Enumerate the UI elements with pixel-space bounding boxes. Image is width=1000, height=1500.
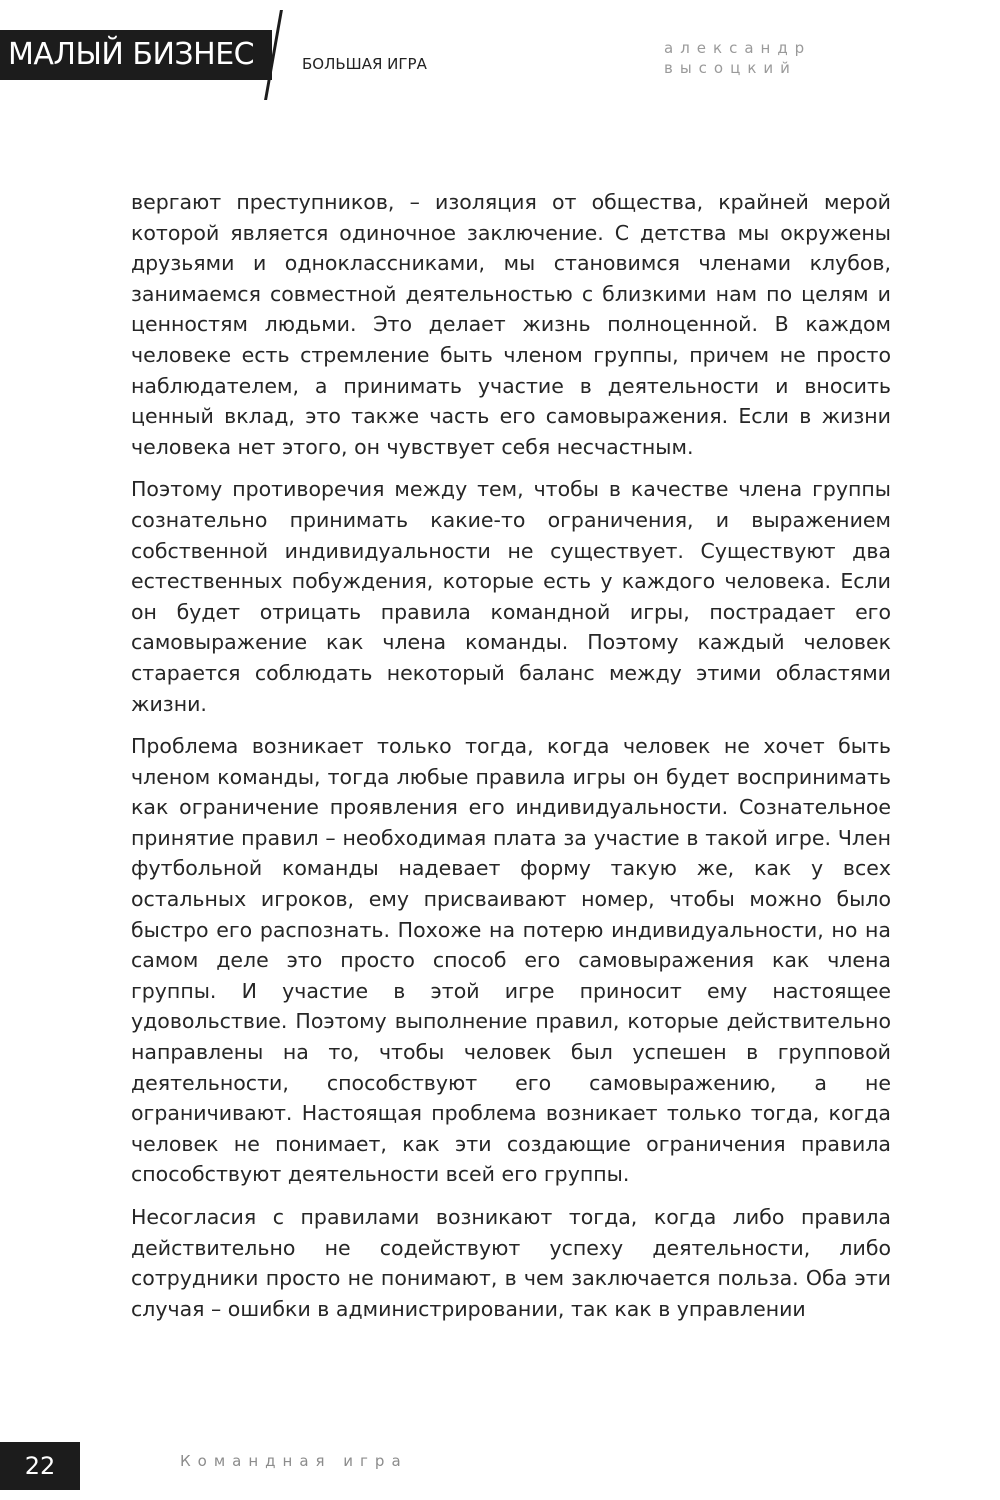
book-series-title: МАЛЫЙ БИЗНЕС <box>0 30 272 80</box>
book-subtitle: БОЛЬШАЯ ИГРА <box>302 55 427 73</box>
paragraph: Несогласия с правилами возникают тогда, когда либо правила действительно не содействуют успеху деятельности, либо сотрудники просто не понимают, в чем заключается польза. Оба эти случая – ошибки в администрировании, так как в управлении <box>131 1205 891 1321</box>
paragraph: Поэтому противоречия между тем, чтобы в качестве члена группы сознательно принимать какие-то ограничения, и выражением собственной индивидуальности не существует. Существуют два естественных побуждения, которые есть у каждого человека. Если он будет отрицать правила командной игры, пострадает его самовыражение как члена команды. Поэтому каждый человек старается соблюдать некоторый баланс между этими областями жизни. <box>131 477 891 716</box>
paragraph: вергают преступников, – изоляция от общества, крайней мерой которой является одиночное заключение. С детства мы окружены друзьями и одноклассниками, мы становимся членами клубов, занимаемся совместной деятельностью с близкими нам по целям и ценностям людьми. Это делает жизнь полноценной. В каждом человеке есть стремление быть членом группы, причем не просто наблюдателем, а принимать участие в деятельности и вносить ценный вклад, это также часть его самовыражения. Если в жизни человека нет этого, он чувствует себя несчастным. <box>131 190 891 459</box>
paragraph: Проблема возникает только тогда, когда человек не хочет быть членом команды, тогда любые правила игры он будет воспринимать как ограничение проявления его индивидуальности. Сознательное принятие правил – необходимая плата за участие в такой игре. Член футбольной команды надевает форму такую же, как у всех остальных игроков, ему присваивают номер, чтобы можно было быстро его распознать. Похоже на потерю индивидуальности, но на самом деле это просто способ его самовыражения как члена группы. И участие в этой игре приносит ему настоящее удовольствие. Поэтому выполнение правил, которые действительно направлены на то, чтобы человек был успешен в групповой деятельности, способствуют его самовыражению, а не ограничивают. Настоящая проблема возникает только тогда, когда человек не понимает, как эти создающие ограничения правила способствуют деятельности всей его группы. <box>131 734 891 1187</box>
author-last-name: высоцкий <box>664 59 797 77</box>
chapter-title-footer: Командная игра <box>180 1452 408 1470</box>
page-number: 22 <box>0 1442 80 1490</box>
author-name <box>664 38 811 78</box>
page-body <box>131 187 891 1336</box>
author-first-name: александр <box>664 39 812 57</box>
